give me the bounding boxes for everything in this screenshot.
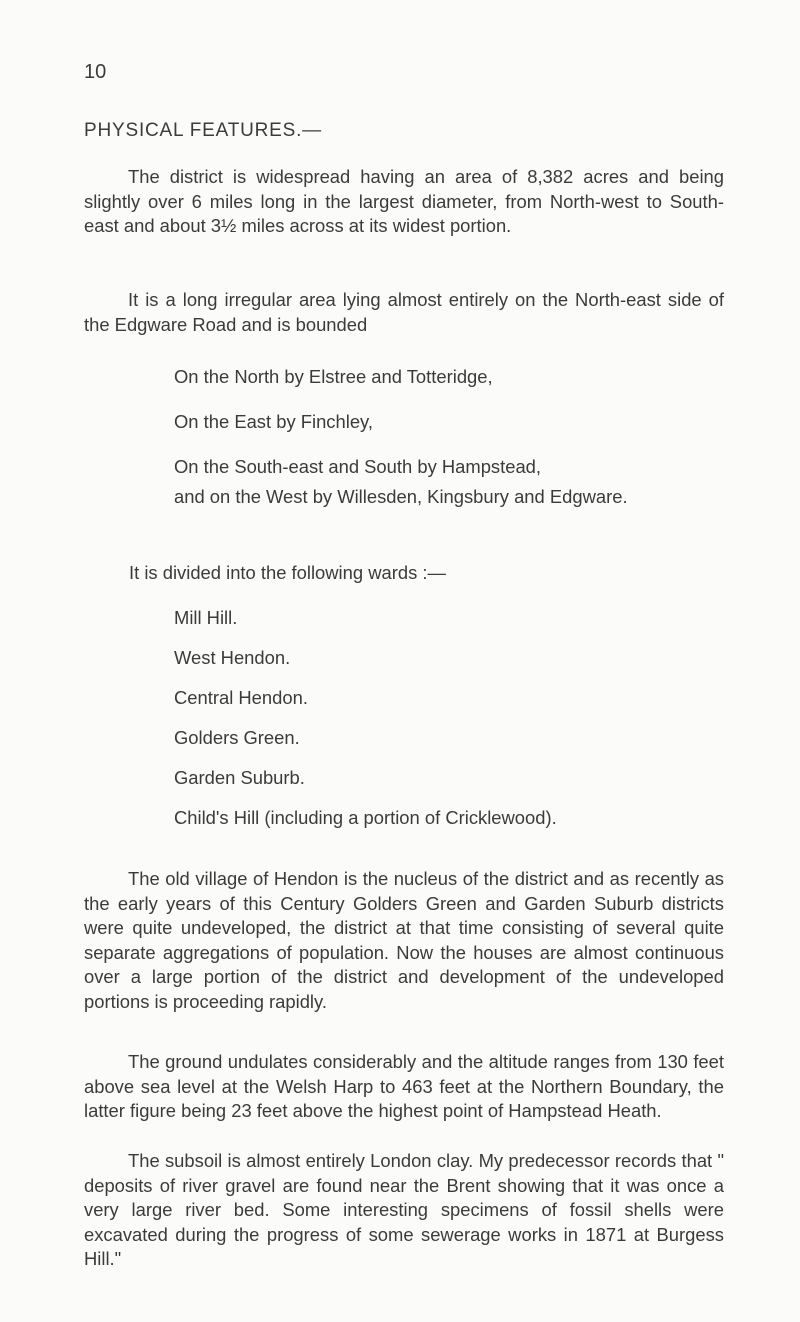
ward-item: Golders Green. (174, 727, 300, 748)
paragraph-old-village: The old village of Hendon is the nucleus of the district and as recently as the early years of this Century Golders Green and Garden Suburb districts were quite undeveloped, the district at that time consisting of several quite separate aggregations of population. Now the houses are almost continuous over a large portion of the district and development of the undeveloped portions is proceeding rapidly. (84, 868, 724, 1012)
ward-item: Mill Hill. (174, 607, 238, 628)
boundary-north: On the North by Elstree and Totteridge, (174, 366, 493, 387)
paragraph-subsoil: The subsoil is almost entirely London clay. My predecessor records that " deposits of river gravel are found near the Brent showing that it was once a very large river bed. Some interesting specimens of fossil shells were excavated during the progress of some sewerage works in 1871 at Burgess Hill." (84, 1150, 724, 1270)
paragraph-boundary-intro: It is a long irregular area lying almost entirely on the North-east side of the Edgware Road and is bounded (84, 289, 724, 335)
ward-item: Garden Suburb. (174, 767, 305, 788)
boundary-east: On the East by Finchley, (174, 411, 373, 432)
paragraph-district-area: The district is widespread having an area of 8,382 acres and being slightly over 6 miles long in the largest diameter, from North-west to South-east and about 3½ miles across at its widest portion. (84, 166, 724, 237)
boundary-west: and on the West by Willesden, Kingsbury and Edgware. (174, 486, 628, 507)
ward-item: Child's Hill (including a portion of Cricklewood). (174, 807, 557, 828)
section-heading: PHYSICAL FEATURES.— (84, 120, 322, 141)
wards-intro: It is divided into the following wards :— (129, 562, 446, 583)
ward-item: West Hendon. (174, 647, 291, 668)
page-number: 10 (84, 61, 107, 83)
paragraph-ground-altitude: The ground undulates considerably and the altitude ranges from 130 feet above sea level at the Welsh Harp to 463 feet at the Northern Boundary, the latter figure being 23 feet above the highest point of Hampstead Heath. (84, 1051, 724, 1122)
boundary-south: On the South-east and South by Hampstead, (174, 456, 542, 477)
ward-item: Central Hendon. (174, 687, 308, 708)
